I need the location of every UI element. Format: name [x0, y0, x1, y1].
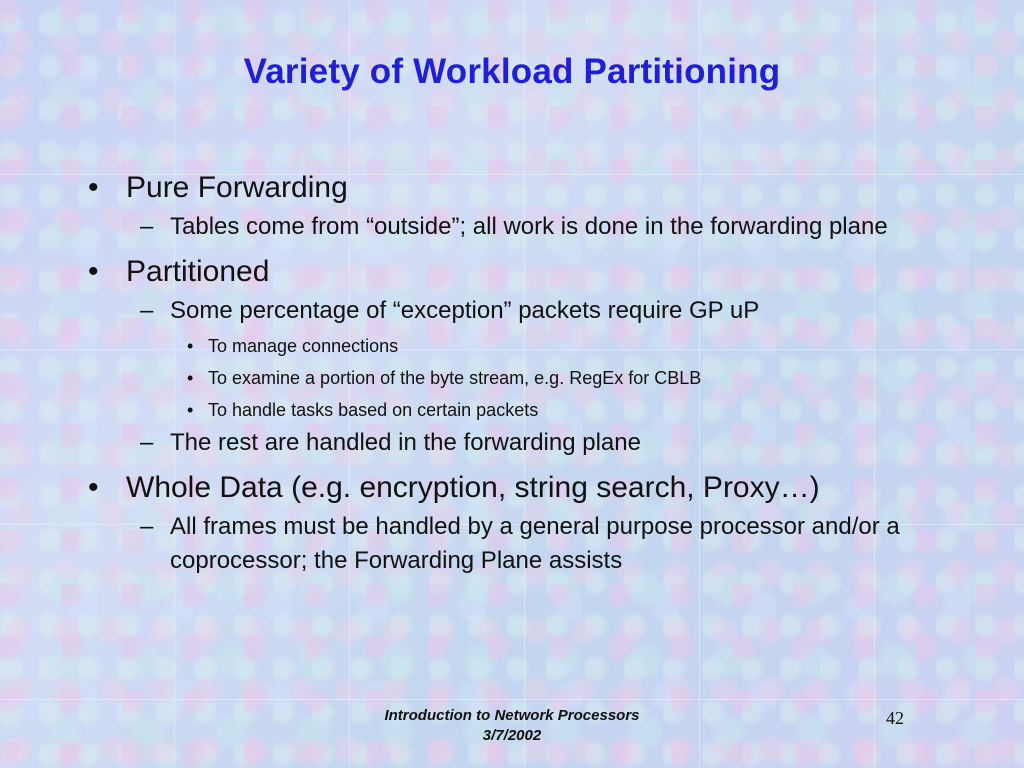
bullet-glyph: • — [88, 255, 99, 288]
footer-date: 3/7/2002 — [482, 727, 542, 744]
bullet-glyph: • — [88, 171, 99, 204]
bullet-item — [86, 168, 966, 208]
background-tile-line — [0, 699, 1024, 700]
bullet-glyph: • — [187, 400, 194, 420]
slide-body — [86, 160, 966, 578]
sub-sub-bullet-text: To manage connections — [208, 336, 399, 356]
bullet-glyph: • — [187, 336, 194, 356]
dash-glyph: – — [140, 429, 154, 456]
bullet-text: Pure Forwarding — [126, 171, 348, 204]
sub-sub-bullet-text: To examine a portion of the byte stream, e.g. RegEx for CBLB — [208, 368, 702, 388]
sub-bullet-item — [86, 210, 966, 244]
sub-bullet-item — [86, 426, 966, 460]
sub-sub-bullet-text: To handle tasks based on certain packets — [208, 400, 539, 420]
sub-bullet-text: Some percentage of “exception” packets require GP uP — [170, 297, 760, 324]
sub-sub-bullet-item — [86, 364, 966, 392]
dash-glyph: – — [140, 213, 154, 240]
bullet-glyph: • — [187, 368, 194, 388]
sub-bullet-item — [86, 294, 966, 328]
sub-bullet-item — [86, 510, 966, 578]
footer-title: Introduction to Network Processors — [384, 707, 640, 724]
slide-title: Variety of Workload Partitioning — [243, 52, 781, 91]
bullet-item — [86, 468, 966, 508]
dash-glyph: – — [140, 297, 154, 324]
sub-sub-bullet-item — [86, 332, 966, 360]
sub-bullet-text: The rest are handled in the forwarding plane — [170, 429, 641, 456]
page-number: 42 — [886, 708, 904, 728]
bullet-text: Whole Data (e.g. encryption, string search, Proxy…) — [126, 471, 820, 504]
bullet-glyph: • — [88, 471, 99, 504]
dash-glyph: – — [140, 513, 154, 540]
sub-bullet-text: Tables come from “outside”; all work is done in the forwarding plane — [170, 213, 888, 240]
sub-sub-bullet-item — [86, 396, 966, 424]
sub-bullet-text: All frames must be handled by a general purpose processor and/or a coprocessor; the Forwarding Plane assists — [170, 513, 900, 574]
bullet-item — [86, 252, 966, 292]
bullet-text: Partitioned — [126, 255, 270, 288]
